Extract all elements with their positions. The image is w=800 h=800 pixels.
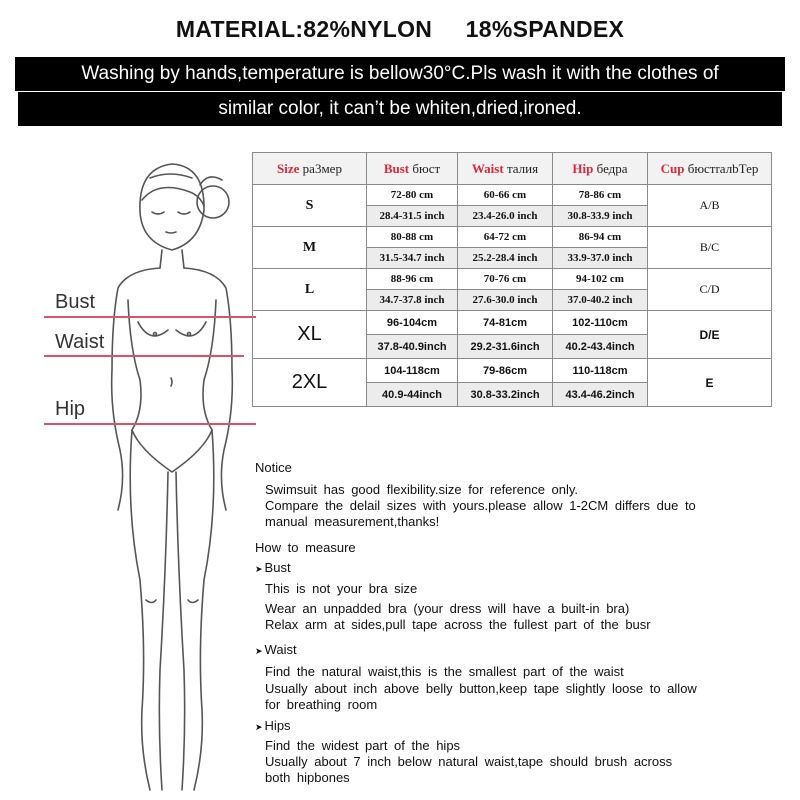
hips-line: Find the widest part of the hips [265, 738, 461, 753]
waist-line: Usually about inch above belly button,keep tape slightly loose to allow [265, 681, 697, 696]
waist-inch-cell: 25.2-28.4 inch [458, 248, 553, 269]
size-cell: XL [253, 311, 367, 359]
material-heading: MATERIAL:82%NYLON 18%SPANDEX [175, 16, 625, 42]
waist-inch-cell: 23.4-26.0 inch [458, 206, 553, 227]
bust-inch-cell: 37.8-40.9inch [367, 335, 458, 359]
wash-instructions-line-2: similar color, it can’t be whiten,dried,ironed. [18, 92, 782, 126]
bust-cm-cell: 104-118cm [367, 359, 458, 383]
bust-cm-cell: 88-96 cm [367, 269, 458, 290]
size-cell: L [253, 269, 367, 311]
bust-inch-cell: 28.4-31.5 inch [367, 206, 458, 227]
header-hip: Hip бедра [553, 153, 648, 185]
bust-cm-cell: 96-104cm [367, 311, 458, 335]
hips-section-title: ➤ Hips [255, 718, 291, 733]
table-row [253, 227, 772, 248]
size-cell: S [253, 185, 367, 227]
cup-cell: E [648, 359, 772, 407]
waist-measure-line [44, 355, 244, 357]
notice-line: manual measurement,thanks! [265, 514, 440, 529]
notice-title: Notice [255, 460, 292, 475]
bust-line: Relax arm at sides,pull tape across the fullest part of the busr [265, 617, 651, 632]
table-row [253, 269, 772, 290]
hip-cm-cell: 102-110cm [553, 311, 648, 335]
hip-inch-cell: 33.9-37.0 inch [553, 248, 648, 269]
hip-inch-cell: 40.2-43.4inch [553, 335, 648, 359]
waist-cm-cell: 70-76 cm [458, 269, 553, 290]
hip-inch-cell: 43.4-46.2inch [553, 383, 648, 407]
waist-cm-cell: 60-66 cm [458, 185, 553, 206]
how-to-measure-title: How to measure [255, 540, 356, 555]
waist-inch-cell: 29.2-31.6inch [458, 335, 553, 359]
table-row [253, 359, 772, 383]
table-header-row [253, 153, 772, 185]
size-chart-table [252, 152, 772, 407]
bust-line: Wear an unpadded bra (your dress will have a built-in bra) [265, 601, 630, 616]
waist-cm-cell: 74-81cm [458, 311, 553, 335]
bust-inch-cell: 40.9-44inch [367, 383, 458, 407]
waist-label: Waist [55, 331, 105, 353]
header-size: Size pa3мep [253, 153, 367, 185]
arrow-icon: ➤ [255, 646, 263, 656]
waist-line: for breathing room [265, 697, 378, 712]
arrow-icon: ➤ [255, 564, 263, 574]
hip-cm-cell: 110-118cm [553, 359, 648, 383]
waist-section-title: ➤ Waist [255, 642, 297, 657]
hips-line: Usually about 7 inch below natural waist,tape should brush across [265, 754, 673, 769]
bust-inch-cell: 34.7-37.8 inch [367, 290, 458, 311]
header-cup: Cup бюстrалbТер [648, 153, 772, 185]
table-row [253, 311, 772, 335]
bust-cm-cell: 72-80 cm [367, 185, 458, 206]
waist-cm-cell: 79-86cm [458, 359, 553, 383]
notice-line: Compare the delail sizes with yours.please allow 1-2CM differs due to [265, 498, 696, 513]
hip-cm-cell: 86-94 cm [553, 227, 648, 248]
body-figure-illustration [0, 150, 260, 800]
cup-cell: D/E [648, 311, 772, 359]
cup-cell: B/C [648, 227, 772, 269]
bust-inch-cell: 31.5-34.7 inch [367, 248, 458, 269]
bust-cm-cell: 80-88 cm [367, 227, 458, 248]
header-waist: Waist талия [458, 153, 553, 185]
waist-line: Find the natural waist,this is the smallest part of the waist [265, 664, 624, 679]
bust-section-title: ➤ Bust [255, 560, 291, 575]
notice-line: Swimsuit has good flexibility.size for reference only. [265, 482, 579, 497]
hip-cm-cell: 94-102 cm [553, 269, 648, 290]
waist-cm-cell: 64-72 cm [458, 227, 553, 248]
waist-inch-cell: 27.6-30.0 inch [458, 290, 553, 311]
table-row [253, 185, 772, 206]
bust-line: This is not your bra size [265, 581, 418, 596]
bust-label: Bust [55, 291, 96, 313]
hip-measure-line [44, 423, 256, 425]
hip-cm-cell: 78-86 cm [553, 185, 648, 206]
cup-cell: A/B [648, 185, 772, 227]
hip-inch-cell: 30.8-33.9 inch [553, 206, 648, 227]
header-bust: Bust бюст [367, 153, 458, 185]
wash-instructions-line-1: Washing by hands,temperature is bellow30°C.Pls wash it with the clothes of [15, 57, 785, 91]
size-cell: M [253, 227, 367, 269]
cup-cell: C/D [648, 269, 772, 311]
hip-inch-cell: 37.0-40.2 inch [553, 290, 648, 311]
hips-line: both hipbones [265, 770, 350, 785]
size-cell: 2XL [253, 359, 367, 407]
hip-label: Hip [55, 398, 86, 420]
bust-measure-line [44, 316, 256, 318]
arrow-icon: ➤ [255, 722, 263, 732]
waist-inch-cell: 30.8-33.2inch [458, 383, 553, 407]
